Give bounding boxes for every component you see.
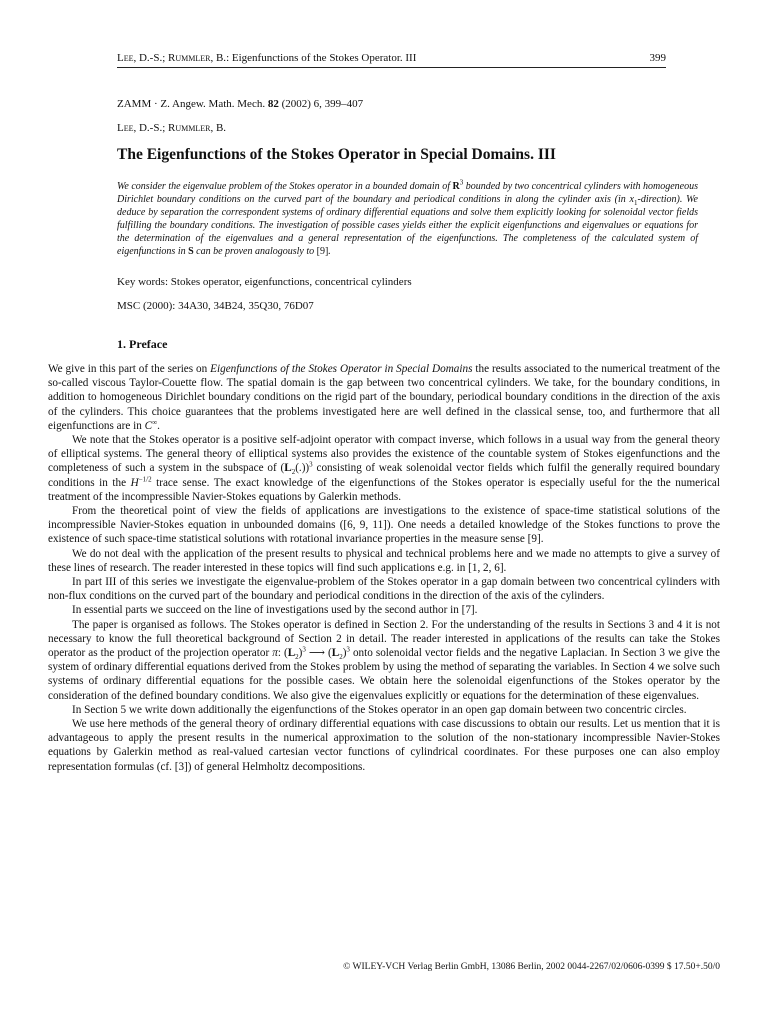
paragraph: In part III of this series we investigate the eigenvalue-problem of the Stokes operator in a gap domain between two concentrical cylinders with non-flux conditions on the curved part of the boundary and periodical conditions in the direction of the axis of the cylinders. xyxy=(48,576,720,603)
paragraph: In essential parts we succeed on the line of investigations used by the second author in [7]. xyxy=(72,604,478,617)
paragraph: The paper is organised as follows. The Stokes operator is defined in Section 2. For the understanding of the results in Sections 3 and 4 it is not necessary to know the full theoretical background of Section 2 in detail. The reader interested in applications of the results can take the Stokes operator as the product of the projection operator π: $(L_2)^3$ ⟶ $(L_2)^3$ onto solenoidal vector fields and the negative Laplacian. In Section 3 we give the system of ordinary differential equations derived from the Stokes problem by using the method of separating the variables. In Section 4 we solve such systems of ordinary differential equations for the possible cases. We obtain here the solenoidal eigenfunctions of the Stokes operator by the consideration of the defined boundary conditions. We also give the eigenvalues explicitly or equations for the determination of these eigenvalues. xyxy=(48,618,720,702)
paragraph: We use here methods of the general theory of ordinary differential equations with case discussions to obtain our results. Let us mention that it is advantageous to apply the present results in the numerical approximation to the solution of the non-stationary incompressible Navier-Stokes equations by Galerkin method as real-valued cartesian vector functions of cylindrical coordinates. For these purposes one can also employ representation formulas (cf. [3]) of general Helmholtz decompositions. xyxy=(48,718,720,773)
msc-classification: MSC (2000): 34A30, 34B24, 35Q30, 76D07 xyxy=(117,300,314,312)
section-heading-preface: 1. Preface xyxy=(117,337,168,351)
paragraph: We give in this part of the series on Eigenfunctions of the Stokes Operator in Special Domains the results associated to the numerical treatment of the so-called viscous Taylor-Couette flow. The spatial domain is the gap between two concentrical cylinders. We take, for the boundary conditions, in addition to homogeneous Dirichlet boundary conditions on the rigid part of the boundary, periodical boundary conditions in the direction of the axis of the cylinders. This choice guarantees that the problems investigated here are well defined in the classical sense, too, and furthermore that all eigenfunctions are in C∞. xyxy=(48,363,720,432)
paragraph: We do not deal with the application of the present results to physical and technical problems here and we made no attempts to give a survey of these lines of research. The reader interested in these topics will find such applications e.g. in [1, 2, 6]. xyxy=(48,547,720,574)
abstract-citation[interactable]: [9] xyxy=(316,246,329,257)
paragraph: In Section 5 we write down additionally the eigenfunctions of the Stokes operator in an open gap domain between two concentric circles. xyxy=(72,703,687,716)
journal-reference: ZAMM · Z. Angew. Math. Mech. 82 (2002) 6, 399–407 xyxy=(117,98,364,110)
copyright-footer: © WILEY-VCH Verlag Berlin GmbH, 13086 Berlin, 2002 0044-2267/02/0606-0399 $ 17.50+.50/0 xyxy=(343,962,720,972)
paragraph: From the theoretical point of view the fields of applications are investigations to the existence of space-time statistical solutions of the incompressible Navier-Stokes equation in unbounded domains ([6, 9, 11]). One needs a detailed knowledge of the Stokes functions to prove the existence of such space-time statistical solutions with rotational invariance properties in the measure sense [9]. xyxy=(48,505,720,546)
author-line: Lee, D.-S.; Rummler, B. xyxy=(117,122,227,134)
page-number: 399 xyxy=(649,52,666,64)
paper-title: The Eigenfunctions of the Stokes Operator in Special Domains. III xyxy=(117,146,556,163)
abstract: We consider the eigenvalue problem of the Stokes operator in a bounded domain of $R^3$ bounded by two concentrical cylinders with homogeneous Dirichlet boundary conditions on the curved part of the boundary and periodical conditions in along the cylinder axis (in $x_1-direction$). We deduce by separation the correspondent systems of ordinary differential equations and solve them explicitly looking for solenoidal vector fields fulfilling the boundary conditions. The investigation of possible cases yields either the explicit eigenfunctions and eigenvalues or equations for the determination of the eigenvalues and a general representation of the eigenfunctions. The completeness of the calculated system of eigenfunctions in S can be proven analogously to [9]. xyxy=(117,178,699,257)
paragraph: We note that the Stokes operator is a positive self-adjoint operator with compact inverse, which follows in a usual way from the general theory of elliptical systems. The general theory of elliptical systems also provides the existence of the countable system of Stokes eigenfunctions and the completeness of such a system in the subspace of $(L_2(.))^3$ consisting of weak solenoidal vector fields which fulfil the generally required boundary conditions in the $H^{-1/2}$ trace sense. The exact knowledge of the eigenfunctions of the Stokes operator is especially useful for the the numerical treatment of the incompressible Navier-Stokes equations by Galerkin methods. xyxy=(48,434,720,503)
key-words: Key words: Stokes operator, eigenfunctions, concentrical cylinders xyxy=(117,276,412,288)
body-text xyxy=(48,362,720,774)
running-head xyxy=(117,52,666,68)
running-head-title: Lee, D.-S.; Rummler, B.: Eigenfunctions of the Stokes Operator. III xyxy=(117,52,417,64)
